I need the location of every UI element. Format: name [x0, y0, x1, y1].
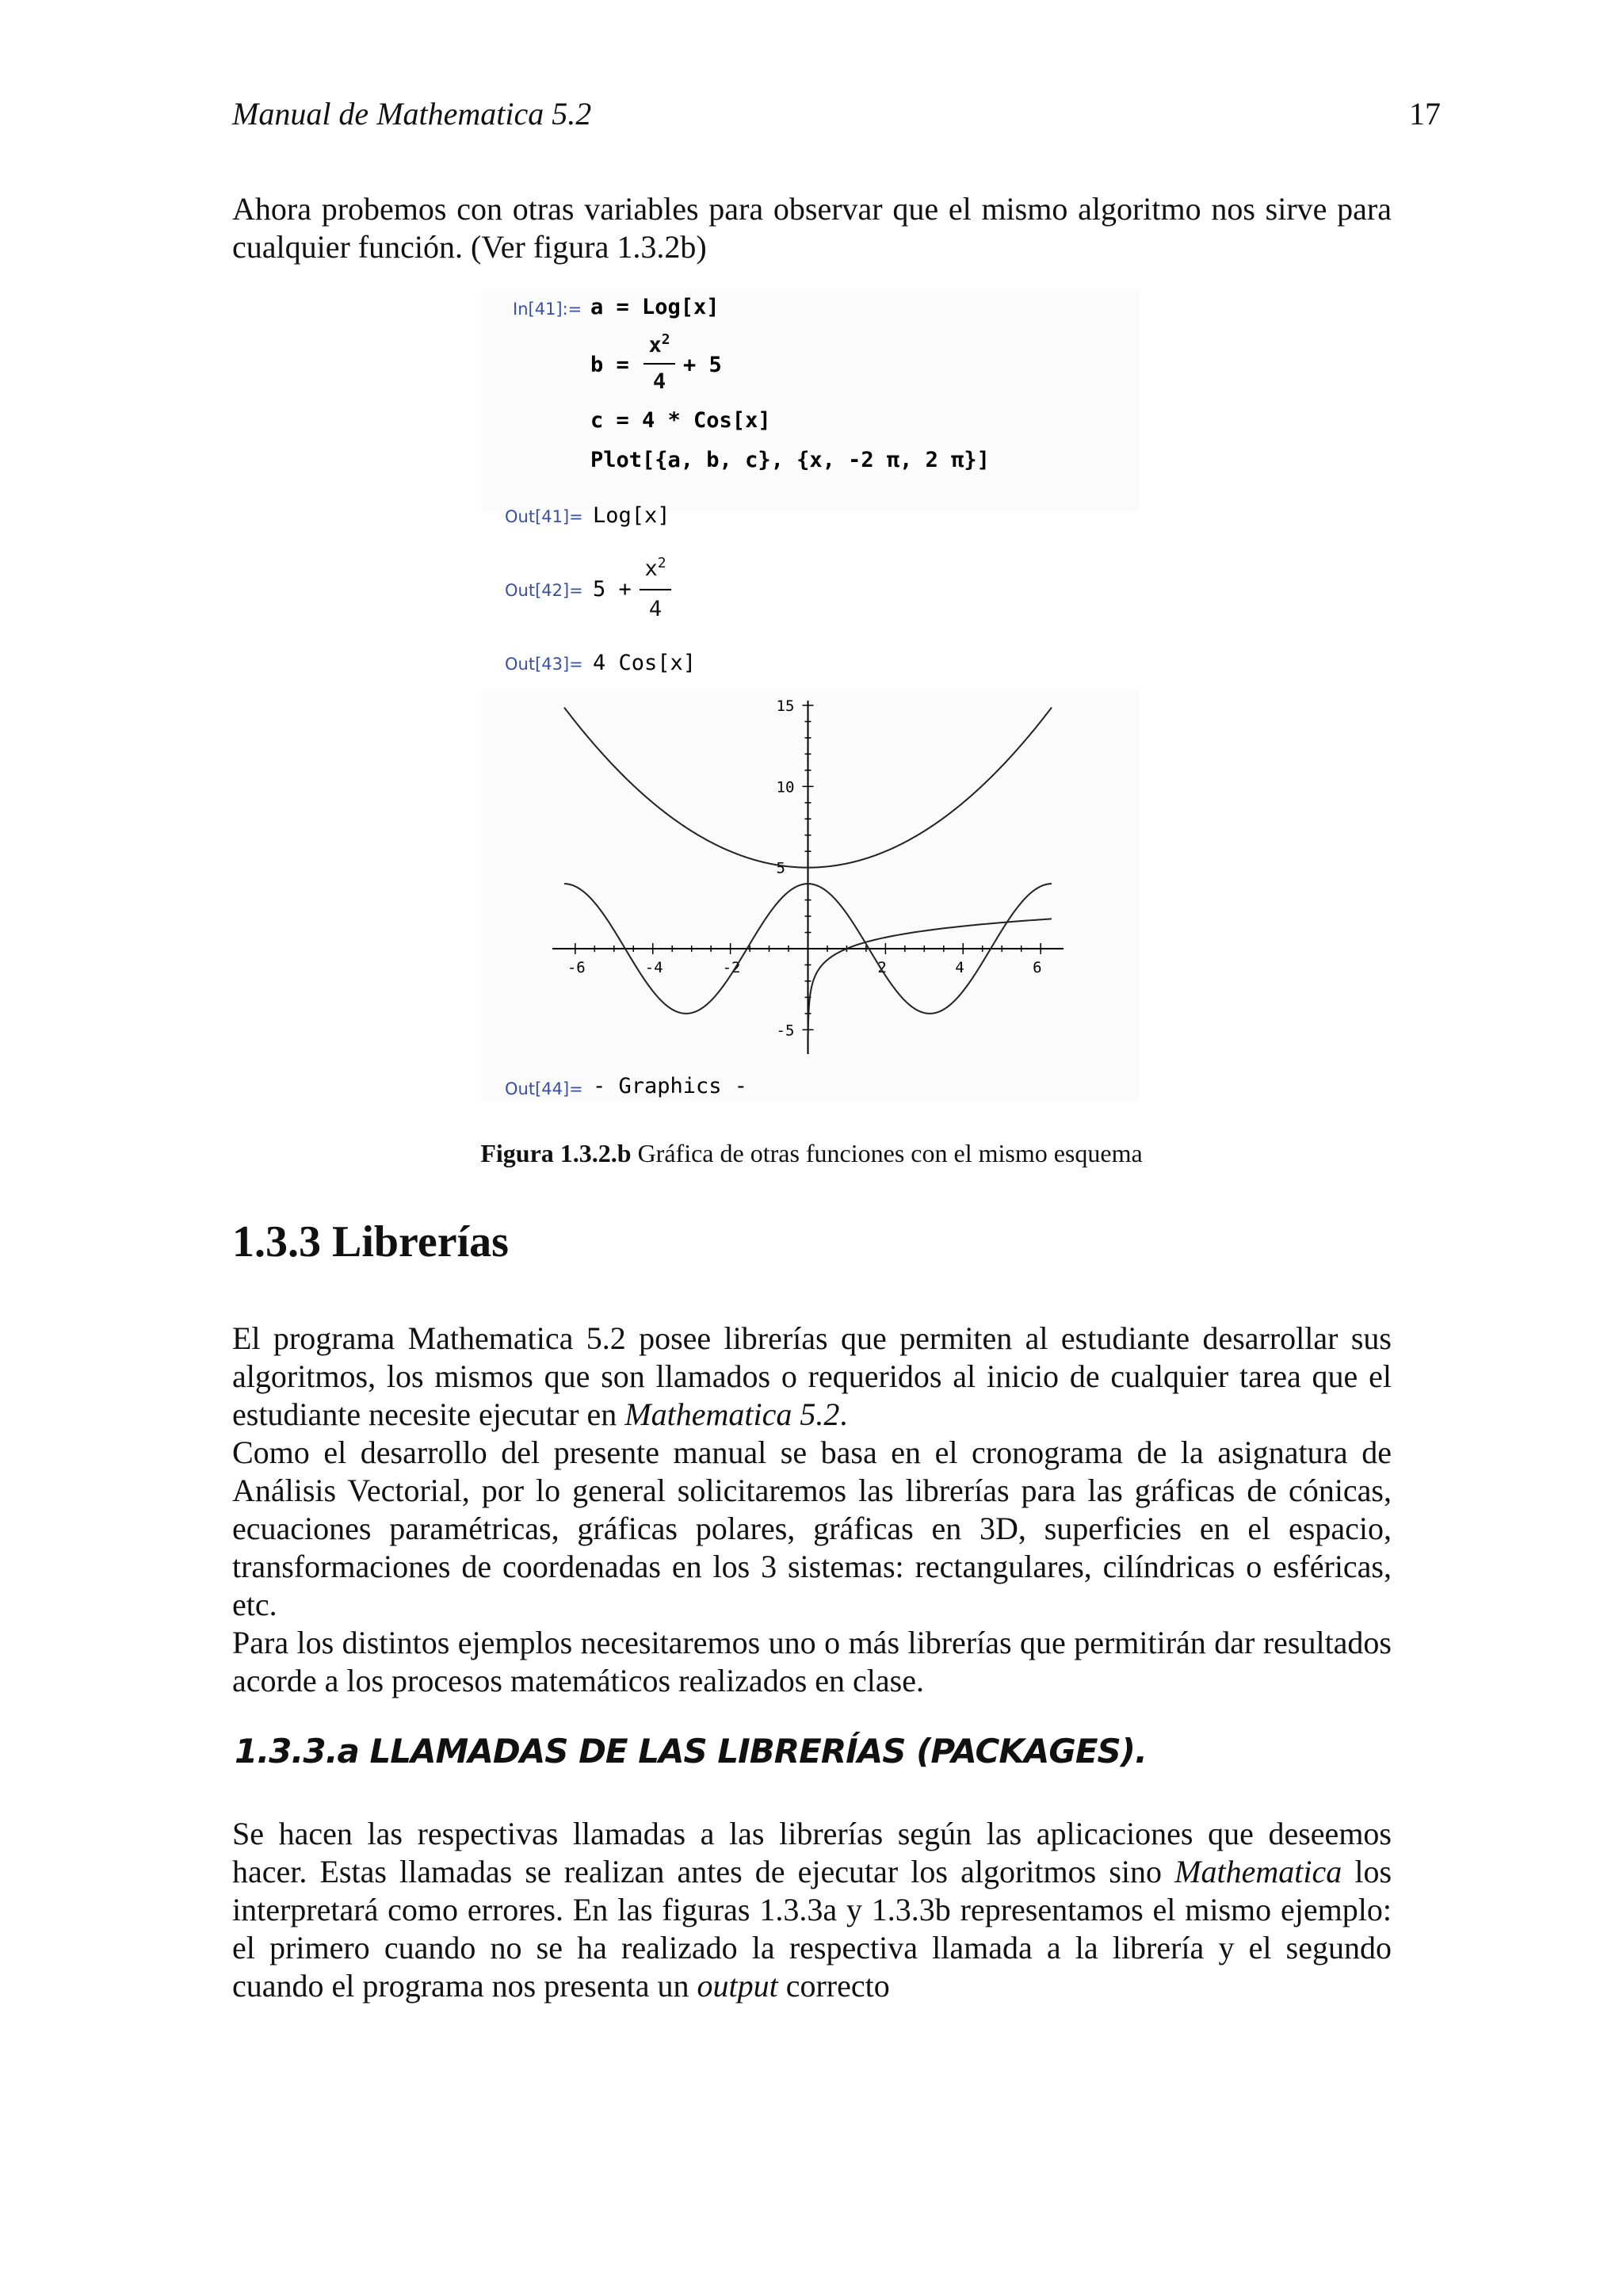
output-label-43: Out[43]= [505, 655, 583, 674]
y-tick-label: -5 [776, 1022, 795, 1040]
y-tick-label: 5 [776, 859, 785, 877]
x-tick-label: -4 [644, 958, 663, 976]
output-42-prefix: 5 + [593, 577, 632, 602]
subsection-heading: 1.3.3.a LLAMADAS DE LAS LIBRERÍAS (PACKAGES). [235, 1732, 1147, 1771]
input-line-b-numerator: $x^2$ [648, 331, 670, 357]
output-42-numerator: $x^2$ [644, 555, 666, 581]
figure-caption [0, 1139, 1623, 1168]
subsection-paragraph: Se hacen las respectivas llamadas a las librerías según las aplicaciones que deseemos hacer. Estas llamadas se realizan antes de ejecutar los algoritmos sino Mathematica los interpretará como errores. En las figuras 1.3.3a y 1.3.3b representamos el mismo ejemplo: el primero cuando no se ha realizado la respectiva llamada a la librería y el segundo cuando el programa nos presenta un output correcto [232, 1816, 1392, 2004]
output-41: Log[x] [593, 503, 670, 528]
intro-paragraph: Ahora probemos con otras variables para observar que el mismo algoritmo nos sirve para cualquier función. (Ver figura 1.3.2b) [232, 191, 1392, 265]
x-tick-label: -2 [722, 958, 741, 976]
output-label-42: Out[42]= [505, 581, 583, 600]
input-line-b-denominator: 4 [652, 369, 666, 394]
input-line-b-fraction-bar [643, 363, 675, 365]
section-paragraph-1: El programa Mathematica 5.2 posee librerías que permiten al estudiante desarrollar sus algoritmos, los mismos que son llamados o requeridos al inicio de cualquier tarea que el estudiante necesite ejecutar en Mathematica 5.2. [232, 1320, 1392, 1432]
x-tick-label: -6 [567, 958, 586, 976]
input-line-b-suffix: + 5 [683, 353, 722, 377]
output-42-denominator: 4 [648, 597, 663, 621]
input-line-a: a = Log[x] [590, 295, 720, 319]
output-44-graphics: - Graphics - [593, 1074, 748, 1098]
y-tick-label: 10 [776, 778, 795, 797]
input-line-b-prefix: b = [590, 353, 629, 377]
output-42-fraction-bar [640, 589, 671, 590]
input-line-plot: Plot[{a, b, c}, {x, -2 π, 2 π}] [590, 448, 990, 472]
function-plot [481, 690, 1139, 1062]
output-label-44: Out[44]= [505, 1079, 583, 1098]
section-paragraph-2: Como el desarrollo del presente manual se basa en el cronograma de la asignatura de Análisis Vectorial, por lo general solicitaremos las librerías para las gráficas de cónicas, ecuaciones paramétricas, gráficas polares, gráficas en 3D, superficies en el espacio, transformaciones de coordenadas en los 3 sistemas: rectangulares, cilíndricas o esféricas, etc. [232, 1435, 1392, 1622]
section-heading: 1.3.3 Librerías [232, 1217, 509, 1266]
section-paragraph-3: Para los distintos ejemplos necesitaremos uno o más librerías que permitirán dar resultados acorde a los procesos matemáticos realizados en clase. [232, 1625, 1392, 1698]
running-header-title: Manual de Mathematica 5.2 [232, 96, 592, 132]
input-line-c: c = 4 * Cos[x] [590, 408, 771, 433]
output-43: 4 Cos[x] [593, 651, 697, 675]
notebook-input-background [481, 289, 1139, 511]
series-line-log [808, 919, 1052, 1034]
x-tick-label: 4 [955, 958, 964, 976]
x-tick-label: 6 [1033, 958, 1042, 976]
figure-caption-label: Figura 1.3.2.b [480, 1139, 632, 1167]
input-label-41: In[41]:= [513, 300, 582, 319]
output-label-41: Out[41]= [505, 507, 583, 526]
x-tick-label: 2 [877, 958, 887, 976]
page-number: 17 [1409, 96, 1441, 132]
y-tick-label: 15 [776, 697, 795, 715]
figure-caption-text: Gráfica de otras funciones con el mismo esquema [637, 1139, 1143, 1167]
